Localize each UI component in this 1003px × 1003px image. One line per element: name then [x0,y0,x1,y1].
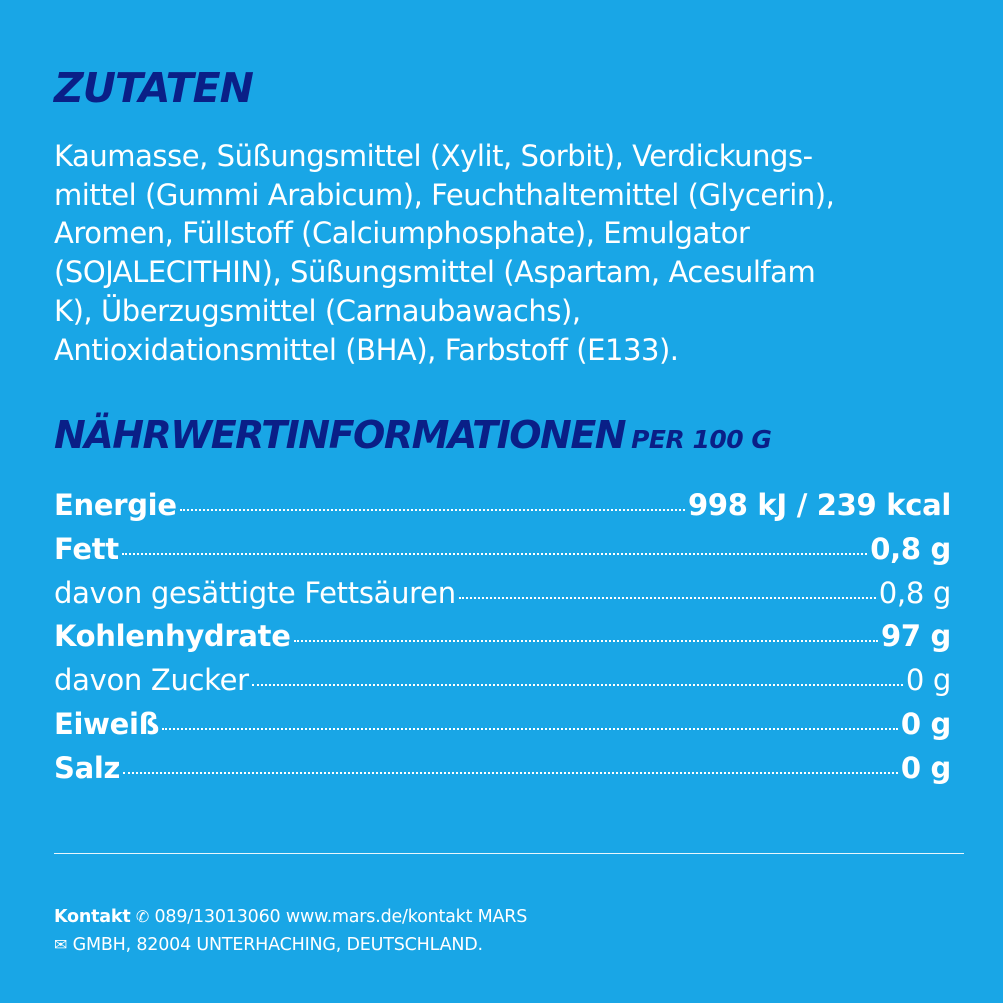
nutrition-row-eiweiss [54,707,951,751]
ingredients-line: (SOJALECITHIN), Süßungsmittel (Aspartam, Acesulfam [54,255,816,290]
nutrition-heading-title: NÄHRWERTINFORMATIONEN [54,413,626,457]
contact-address: GMBH, 82004 UNTERHACHING, DEUTSCHLAND. [72,935,483,955]
nutrition-row-gesaettigte-fettsaeuren [54,576,951,620]
nutrition-value: 0 g [900,706,951,741]
dot-leader [252,684,903,686]
mail-icon: ✉ [54,935,68,954]
dot-leader [162,728,898,730]
nutrition-label: Fett [54,531,119,566]
nutrition-row-salz [54,751,951,795]
nutrition-row-fett [54,532,951,576]
phone-icon: ✆ [135,907,150,926]
contact-company-first: MARS [477,907,528,927]
contact-phone: 089/13013060 [154,907,281,927]
nutrition-label: Energie [54,488,177,522]
nutrition-label: davon gesättigte Fettsäuren [54,575,456,610]
nutrition-value: 97 g [880,619,951,654]
nutrition-value: 0,8 g [878,575,951,610]
ingredients-line: Antioxidationsmittel (BHA), Farbstoff (E133). [54,332,679,367]
contact-website[interactable]: www.mars.de/kontakt [285,907,473,927]
dot-leader [180,509,685,511]
ingredients-line: K), Überzugsmittel (Carnaubawachs), [54,293,581,328]
nutrition-row-kohlenhydrate [54,619,951,663]
contact-label: Kontakt [54,907,131,927]
dot-leader [294,640,878,642]
nutrition-label: davon Zucker [54,663,249,698]
dot-leader [459,597,876,599]
nutrition-row-zucker [54,663,951,707]
nutrition-value: 0,8 g [870,531,951,566]
nutrition-heading-unit: PER 100 G [631,425,772,454]
nutrition-table [54,488,951,795]
nutrition-value: 0 g [900,750,951,785]
ingredients-line: Aromen, Füllstoff (Calciumphosphate), Emulgator [54,216,750,251]
nutrition-label: Kohlenhydrate [54,619,291,654]
contact-info [54,903,774,959]
nutrition-value: 998 kJ / 239 kcal [687,488,951,522]
nutrition-row-energie [54,488,951,532]
ingredients-text [54,137,974,369]
nutrition-value: 0 g [905,663,951,698]
dot-leader [122,553,867,555]
nutrition-label: Eiweiß [54,706,160,741]
nutrition-label: Salz [54,750,121,785]
dot-leader [123,772,898,774]
ingredients-line: mittel (Gummi Arabicum), Feuchthaltemittel (Glycerin), [54,177,835,212]
divider-line [54,853,964,854]
ingredients-heading: ZUTATEN [54,64,253,112]
nutrition-heading [54,413,771,457]
ingredients-line: Kaumasse, Süßungsmittel (Xylit, Sorbit), Verdickungs- [54,139,813,173]
